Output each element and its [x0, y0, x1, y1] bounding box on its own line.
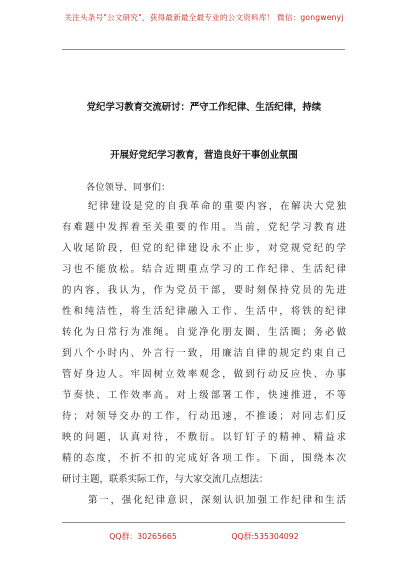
body-line: 待；对领导交办的工作，行动迅速，不推诿；对同志们反 — [62, 411, 346, 422]
header-banner: 关注头条号"公文研究"，获得最新最全最专业的公文资料库！ 微信：gongwenyj — [64, 13, 344, 22]
body-line: 入收尾阶段，但党的纪律建设永不止步，对党规党纪的学 — [62, 243, 346, 254]
salutation: 各位领导、同事们： — [86, 182, 171, 193]
body-line: 的内容，我认为，作为党员干部，要时刻保持党员的先进 — [62, 285, 346, 296]
body-line: 映的问题，认真对待，不敷衍。以钉钉子的精神、精益求 — [62, 432, 346, 443]
footer — [0, 531, 408, 542]
body-line: 研讨主题，联系实际工作，与大家交流几点想法： — [62, 474, 269, 485]
body-line: 精的态度，不折不扣的完成好各项工作。下面，围绕本次 — [62, 453, 346, 464]
header-divider — [62, 49, 345, 50]
document-title-line-1: 党纪学习教育交流研讨：严守工作纪律、生活纪律，持续 — [86, 102, 322, 113]
body-line: 节奏快、工作效率高。对上级部署工作，快速推进，不等 — [62, 390, 346, 401]
document-title-line-2: 开展好党纪学习教育，营造良好干事创业氛围 — [110, 150, 298, 161]
qq-group-2: QQ群:535304092 — [231, 532, 299, 541]
footer-divider — [62, 522, 345, 523]
body-line: 纪律建设是党的自我革命的重要内容，在解决大党独 — [88, 201, 346, 212]
body-line: 性和纯洁性，将生活纪律融入工作、生活中，将铁的纪律 — [62, 306, 346, 317]
body-line: 管好身边人。牢固树立效率观念，做到行动反应快、办事 — [62, 369, 346, 380]
body-line: 转化为日常行为准绳。自觉净化朋友圈、生活圈；务必做 — [62, 327, 346, 338]
body-line: 习也不能放松。结合近期重点学习的工作纪律、生活纪律 — [62, 264, 346, 275]
qq-group-1: QQ群：30265665 — [109, 532, 177, 541]
body-line: 到八个小时内、外言行一致，用廉洁自律的规定约束自己 — [62, 348, 346, 359]
body-line: 第一，强化纪律意识，深刻认识加强工作纪律和生活 — [88, 495, 346, 506]
body-line: 有难题中发挥着至关重要的作用。当前，党纪学习教育进 — [62, 222, 346, 233]
